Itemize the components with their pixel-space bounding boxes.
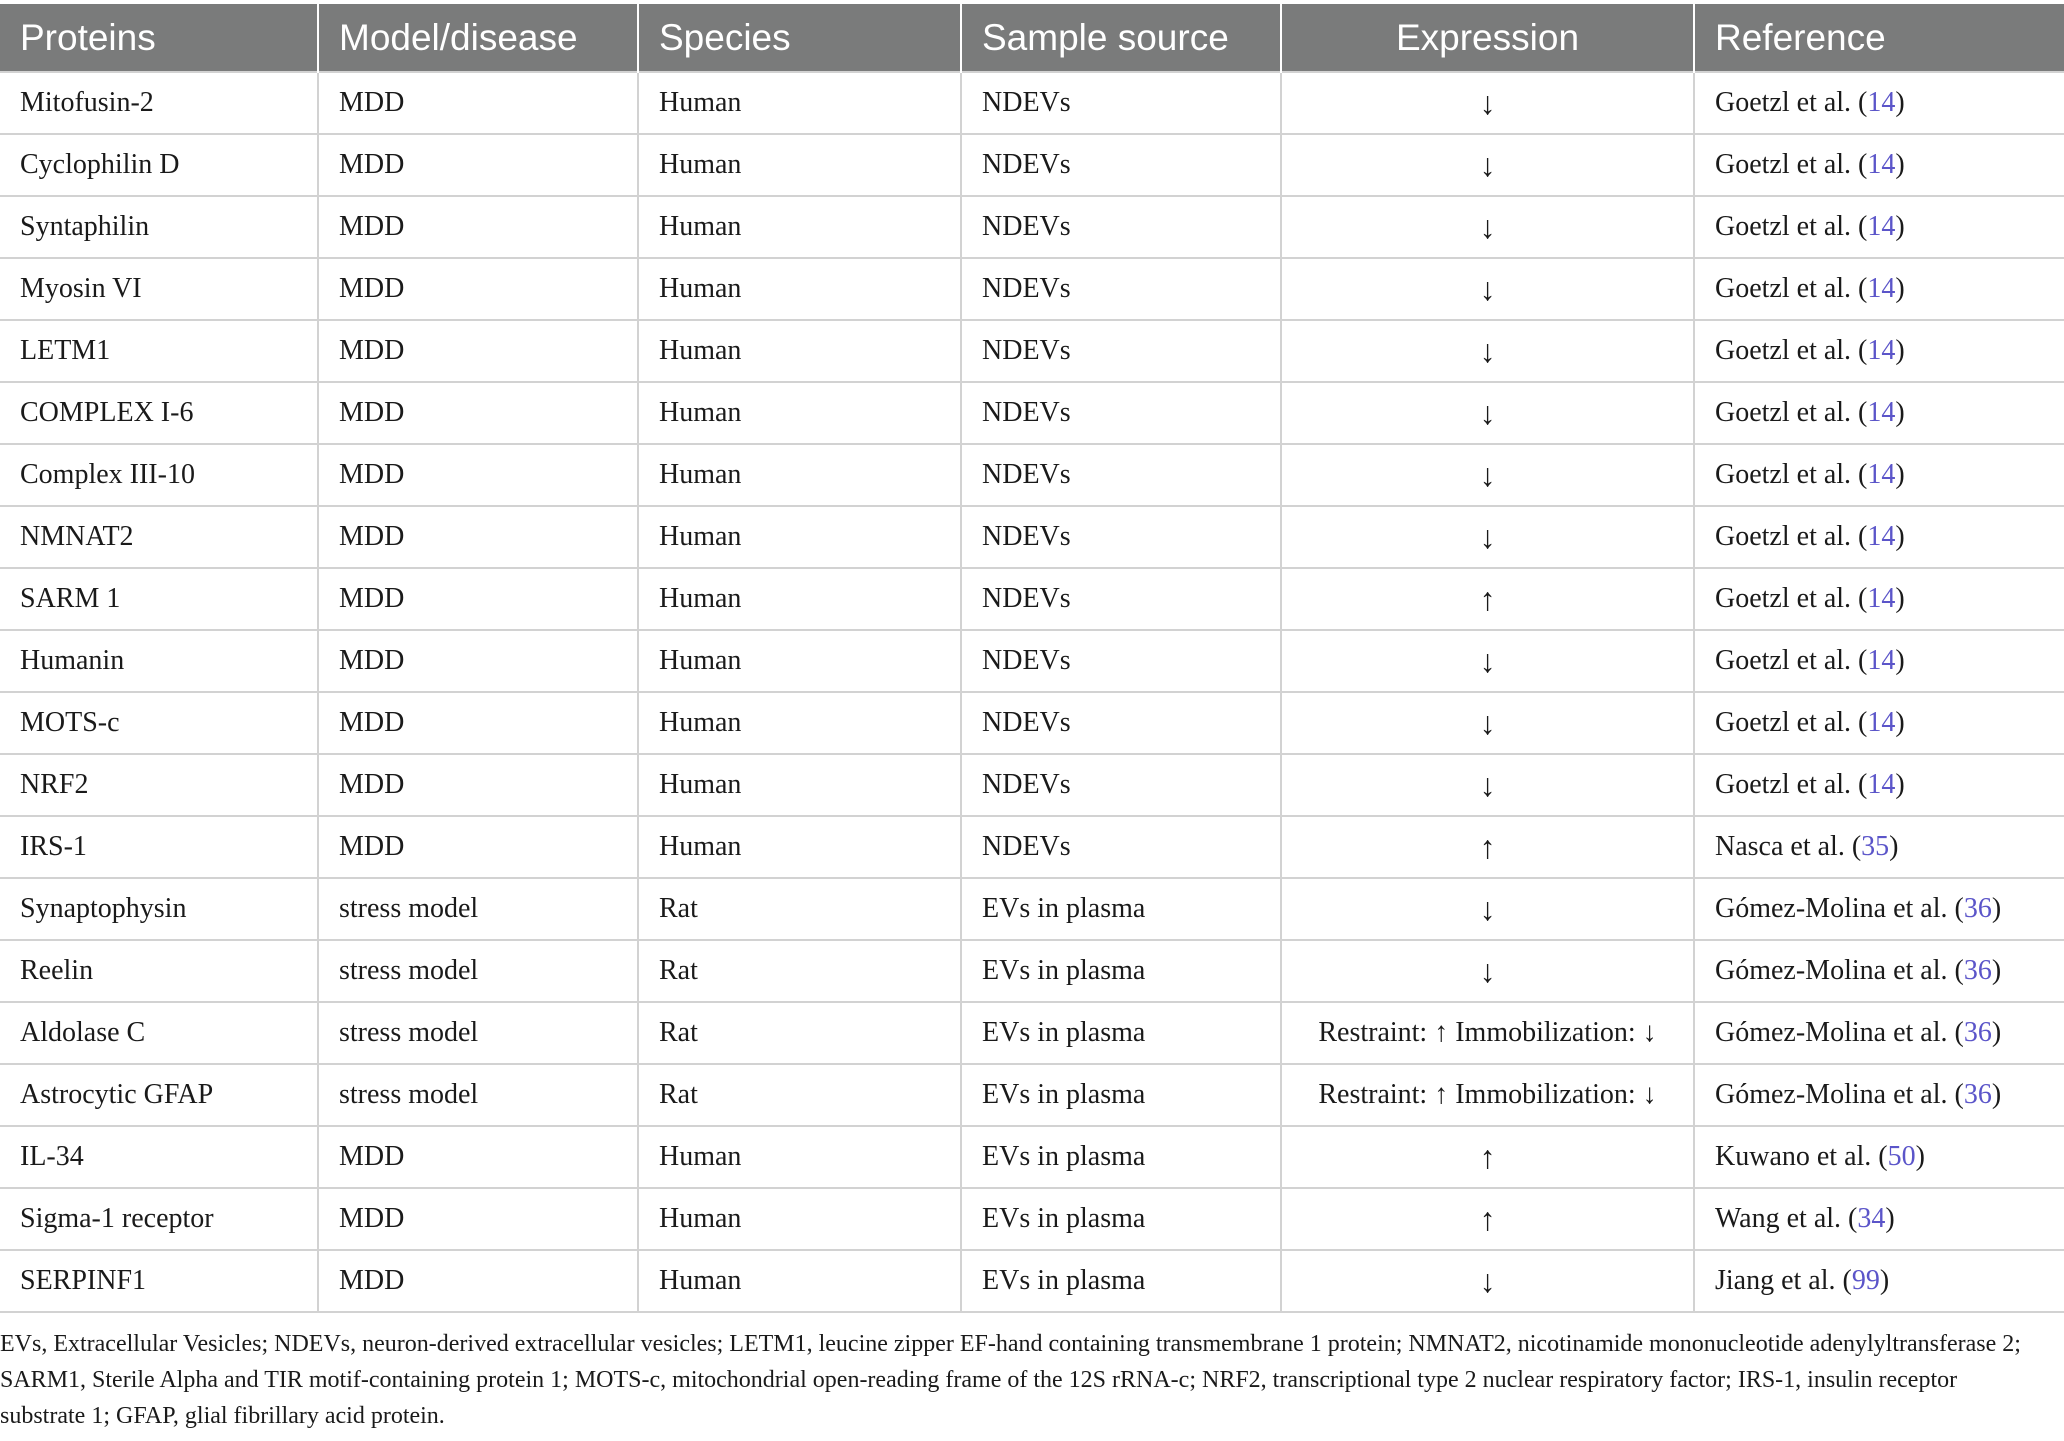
- reference-citation-link[interactable]: 36: [1963, 1017, 1992, 1048]
- reference-author: Goetzl et al. (: [1715, 273, 1868, 304]
- cell-expression: ↑: [1281, 1188, 1694, 1250]
- header-species: Species: [638, 4, 961, 72]
- cell-expression: ↓: [1281, 506, 1694, 568]
- reference-close-paren: ): [1991, 893, 2002, 924]
- cell-reference: [1694, 320, 2064, 382]
- reference-citation-link[interactable]: 14: [1867, 707, 1896, 738]
- cell-expression: ↓: [1281, 72, 1694, 134]
- cell-sample-source: EVs in plasma: [961, 878, 1281, 940]
- reference-author: Goetzl et al. (: [1715, 459, 1868, 490]
- cell-species: Human: [638, 72, 961, 134]
- cell-expression: ↓: [1281, 754, 1694, 816]
- cell-model-disease: MDD: [318, 196, 638, 258]
- cell-sample-source: NDEVs: [961, 382, 1281, 444]
- cell-species: Human: [638, 258, 961, 320]
- cell-reference: [1694, 1002, 2064, 1064]
- table-footnote: EVs, Extracellular Vesicles; NDEVs, neuron-derived extracellular vesicles; LETM1, leucine zipper EF-hand containing transmembrane 1 protein; NMNAT2, nicotinamide mononucleotide adenylyltransferase 2; SARM1, Sterile Alpha and TIR motif-containing protein 1; MOTS-c, mitochondrial open-reading frame of the 12S rRNA-c; NRF2, transcriptional type 2 nuclear respiratory factor; IRS-1, insulin receptor substrate 1; GFAP, glial fibrillary acid protein.: [0, 1331, 2021, 1429]
- cell-sample-source: NDEVs: [961, 816, 1281, 878]
- reference-close-paren: ): [1895, 335, 1905, 366]
- cell-sample-source: NDEVs: [961, 196, 1281, 258]
- table-row: [0, 506, 2064, 568]
- cell-protein: Myosin VI: [0, 258, 318, 320]
- cell-protein: NMNAT2: [0, 506, 318, 568]
- cell-sample-source: EVs in plasma: [961, 1188, 1281, 1250]
- reference-close-paren: ): [1895, 397, 1905, 428]
- cell-reference: [1694, 444, 2064, 506]
- reference-close-paren: ): [1991, 1079, 2002, 1110]
- cell-model-disease: MDD: [318, 72, 638, 134]
- cell-sample-source: EVs in plasma: [961, 1126, 1281, 1188]
- cell-reference: [1694, 1188, 2064, 1250]
- table-row: [0, 878, 2064, 940]
- cell-protein: IL-34: [0, 1126, 318, 1188]
- cell-model-disease: MDD: [318, 506, 638, 568]
- cell-model-disease: MDD: [318, 382, 638, 444]
- cell-model-disease: MDD: [318, 444, 638, 506]
- table-row: [0, 1126, 2064, 1188]
- reference-close-paren: ): [1895, 769, 1905, 800]
- cell-expression: ↑: [1281, 568, 1694, 630]
- cell-expression: ↓: [1281, 692, 1694, 754]
- cell-protein: Astrocytic GFAP: [0, 1064, 318, 1126]
- header-sample-source: Sample source: [961, 4, 1281, 72]
- cell-expression: ↓: [1281, 630, 1694, 692]
- reference-citation-link[interactable]: 50: [1887, 1141, 1916, 1172]
- reference-author: Goetzl et al. (: [1715, 645, 1868, 676]
- cell-reference: [1694, 1126, 2064, 1188]
- cell-model-disease: stress model: [318, 940, 638, 1002]
- cell-reference: [1694, 506, 2064, 568]
- cell-sample-source: EVs in plasma: [961, 940, 1281, 1002]
- reference-close-paren: ): [1895, 149, 1905, 180]
- reference-author: Goetzl et al. (: [1715, 521, 1868, 552]
- table-row: [0, 940, 2064, 1002]
- reference-author: Goetzl et al. (: [1715, 707, 1868, 738]
- cell-protein: Reelin: [0, 940, 318, 1002]
- cell-model-disease: MDD: [318, 630, 638, 692]
- cell-species: Rat: [638, 878, 961, 940]
- cell-species: Human: [638, 816, 961, 878]
- cell-model-disease: stress model: [318, 1064, 638, 1126]
- table-row: [0, 320, 2064, 382]
- cell-expression: ↓: [1281, 258, 1694, 320]
- reference-close-paren: ): [1895, 459, 1905, 490]
- cell-expression: ↓: [1281, 196, 1694, 258]
- cell-protein: Synaptophysin: [0, 878, 318, 940]
- reference-close-paren: ): [1895, 211, 1905, 242]
- reference-author: Jiang et al. (: [1715, 1265, 1852, 1296]
- reference-close-paren: ): [1895, 707, 1905, 738]
- cell-expression: ↓: [1281, 382, 1694, 444]
- cell-reference: [1694, 568, 2064, 630]
- table-row: [0, 816, 2064, 878]
- cell-model-disease: MDD: [318, 1126, 638, 1188]
- reference-close-paren: ): [1915, 1141, 1925, 1172]
- cell-protein: MOTS-c: [0, 692, 318, 754]
- cell-sample-source: NDEVs: [961, 754, 1281, 816]
- cell-protein: Humanin: [0, 630, 318, 692]
- reference-citation-link[interactable]: 35: [1861, 831, 1890, 862]
- table-row: [0, 134, 2064, 196]
- cell-protein: LETM1: [0, 320, 318, 382]
- reference-author: Gómez-Molina et al. (: [1715, 955, 1964, 986]
- reference-close-paren: ): [1885, 1203, 1895, 1234]
- reference-citation-link[interactable]: 14: [1867, 459, 1896, 490]
- cell-reference: [1694, 72, 2064, 134]
- cell-model-disease: stress model: [318, 1002, 638, 1064]
- reference-citation-link[interactable]: 36: [1963, 955, 1992, 986]
- table-row: [0, 72, 2064, 134]
- reference-author: Goetzl et al. (: [1715, 149, 1868, 180]
- reference-author: Goetzl et al. (: [1715, 769, 1868, 800]
- cell-protein: IRS-1: [0, 816, 318, 878]
- cell-expression: ↓: [1281, 444, 1694, 506]
- cell-protein: SERPINF1: [0, 1250, 318, 1312]
- reference-close-paren: ): [1991, 955, 2002, 986]
- cell-species: Rat: [638, 1002, 961, 1064]
- reference-author: Wang et al. (: [1715, 1203, 1858, 1234]
- cell-expression: ↑: [1281, 816, 1694, 878]
- cell-model-disease: MDD: [318, 816, 638, 878]
- header-expression: Expression: [1281, 4, 1694, 72]
- cell-sample-source: NDEVs: [961, 692, 1281, 754]
- cell-species: Human: [638, 196, 961, 258]
- cell-expression: ↓: [1281, 134, 1694, 196]
- cell-sample-source: EVs in plasma: [961, 1250, 1281, 1312]
- table-row: [0, 568, 2064, 630]
- cell-model-disease: MDD: [318, 1188, 638, 1250]
- cell-model-disease: MDD: [318, 1250, 638, 1312]
- reference-author: Kuwano et al. (: [1715, 1141, 1888, 1172]
- reference-citation-link[interactable]: 34: [1857, 1203, 1886, 1234]
- reference-close-paren: ): [1895, 583, 1905, 614]
- cell-reference: [1694, 940, 2064, 1002]
- cell-expression: ↓: [1281, 940, 1694, 1002]
- cell-species: Human: [638, 1188, 961, 1250]
- table-header: [0, 4, 2064, 72]
- reference-close-paren: ): [1895, 87, 1905, 118]
- cell-protein: NRF2: [0, 754, 318, 816]
- cell-model-disease: stress model: [318, 878, 638, 940]
- cell-species: Human: [638, 754, 961, 816]
- cell-protein: SARM 1: [0, 568, 318, 630]
- header-model-disease: Model/disease: [318, 4, 638, 72]
- reference-close-paren: ): [1889, 831, 1899, 862]
- reference-author: Gómez-Molina et al. (: [1715, 1017, 1964, 1048]
- reference-citation-link[interactable]: 14: [1867, 273, 1896, 304]
- cell-expression: ↓: [1281, 320, 1694, 382]
- cell-sample-source: NDEVs: [961, 444, 1281, 506]
- cell-model-disease: MDD: [318, 258, 638, 320]
- cell-species: Human: [638, 1250, 961, 1312]
- cell-species: Human: [638, 444, 961, 506]
- reference-citation-link[interactable]: 14: [1867, 583, 1896, 614]
- cell-species: Human: [638, 382, 961, 444]
- reference-close-paren: ): [1895, 645, 1905, 676]
- table-row: [0, 1064, 2064, 1126]
- reference-citation-link[interactable]: 14: [1867, 397, 1896, 428]
- reference-author: Goetzl et al. (: [1715, 397, 1868, 428]
- reference-citation-link[interactable]: 14: [1867, 87, 1896, 118]
- cell-species: Human: [638, 320, 961, 382]
- header-proteins: Proteins: [0, 4, 318, 72]
- reference-citation-link[interactable]: 14: [1867, 149, 1896, 180]
- header-reference: Reference: [1694, 4, 2064, 72]
- cell-reference: [1694, 258, 2064, 320]
- table-row: [0, 196, 2064, 258]
- cell-reference: [1694, 878, 2064, 940]
- cell-reference: [1694, 196, 2064, 258]
- table-row: [0, 692, 2064, 754]
- reference-close-paren: ): [1879, 1265, 1890, 1296]
- reference-author: Gómez-Molina et al. (: [1715, 893, 1964, 924]
- cell-expression: ↑: [1281, 1126, 1694, 1188]
- cell-expression: Restraint: ↑ Immobilization: ↓: [1281, 1064, 1694, 1126]
- reference-author: Nasca et al. (: [1715, 831, 1862, 862]
- cell-reference: [1694, 1064, 2064, 1126]
- cell-reference: [1694, 692, 2064, 754]
- reference-close-paren: ): [1991, 1017, 2002, 1048]
- table-body: [0, 72, 2064, 1312]
- reference-author: Goetzl et al. (: [1715, 335, 1868, 366]
- reference-citation-link[interactable]: 36: [1963, 1079, 1992, 1110]
- cell-model-disease: MDD: [318, 568, 638, 630]
- cell-reference: [1694, 134, 2064, 196]
- table-row: [0, 382, 2064, 444]
- table-row: [0, 258, 2064, 320]
- table-row: [0, 1002, 2064, 1064]
- reference-author: Goetzl et al. (: [1715, 211, 1868, 242]
- protein-table: [0, 4, 2064, 1313]
- cell-sample-source: NDEVs: [961, 506, 1281, 568]
- table-row: [0, 754, 2064, 816]
- cell-species: Human: [638, 134, 961, 196]
- reference-author: Gómez-Molina et al. (: [1715, 1079, 1964, 1110]
- reference-citation-link[interactable]: 14: [1867, 521, 1896, 552]
- cell-model-disease: MDD: [318, 134, 638, 196]
- cell-protein: Complex III-10: [0, 444, 318, 506]
- cell-sample-source: NDEVs: [961, 258, 1281, 320]
- cell-expression: ↓: [1281, 1250, 1694, 1312]
- table-row: [0, 1250, 2064, 1312]
- cell-protein: Cyclophilin D: [0, 134, 318, 196]
- cell-reference: [1694, 754, 2064, 816]
- cell-model-disease: MDD: [318, 692, 638, 754]
- cell-model-disease: MDD: [318, 320, 638, 382]
- cell-sample-source: NDEVs: [961, 134, 1281, 196]
- cell-reference: [1694, 630, 2064, 692]
- reference-close-paren: ): [1895, 521, 1905, 552]
- header-row: [0, 4, 2064, 72]
- data-table-container: [0, 4, 2064, 1313]
- reference-author: Goetzl et al. (: [1715, 583, 1868, 614]
- cell-reference: [1694, 382, 2064, 444]
- cell-sample-source: EVs in plasma: [961, 1002, 1281, 1064]
- cell-protein: COMPLEX I-6: [0, 382, 318, 444]
- reference-citation-link[interactable]: 99: [1851, 1265, 1880, 1296]
- cell-species: Human: [638, 1126, 961, 1188]
- cell-species: Human: [638, 568, 961, 630]
- reference-citation-link[interactable]: 14: [1867, 211, 1896, 242]
- table-row: [0, 630, 2064, 692]
- table-row: [0, 1188, 2064, 1250]
- cell-reference: [1694, 816, 2064, 878]
- reference-citation-link[interactable]: 14: [1867, 645, 1896, 676]
- cell-model-disease: MDD: [318, 754, 638, 816]
- reference-citation-link[interactable]: 14: [1867, 769, 1896, 800]
- cell-expression: ↓: [1281, 878, 1694, 940]
- cell-species: Human: [638, 630, 961, 692]
- cell-sample-source: NDEVs: [961, 72, 1281, 134]
- cell-protein: Syntaphilin: [0, 196, 318, 258]
- cell-protein: Mitofusin-2: [0, 72, 318, 134]
- reference-citation-link[interactable]: 36: [1963, 893, 1992, 924]
- cell-species: Rat: [638, 1064, 961, 1126]
- cell-protein: Sigma-1 receptor: [0, 1188, 318, 1250]
- cell-species: Rat: [638, 940, 961, 1002]
- cell-species: Human: [638, 692, 961, 754]
- cell-reference: [1694, 1250, 2064, 1312]
- reference-citation-link[interactable]: 14: [1867, 335, 1896, 366]
- cell-expression: Restraint: ↑ Immobilization: ↓: [1281, 1002, 1694, 1064]
- reference-close-paren: ): [1895, 273, 1905, 304]
- cell-sample-source: EVs in plasma: [961, 1064, 1281, 1126]
- cell-species: Human: [638, 506, 961, 568]
- cell-sample-source: NDEVs: [961, 320, 1281, 382]
- cell-protein: Aldolase C: [0, 1002, 318, 1064]
- table-row: [0, 444, 2064, 506]
- cell-sample-source: NDEVs: [961, 630, 1281, 692]
- reference-author: Goetzl et al. (: [1715, 87, 1868, 118]
- cell-sample-source: NDEVs: [961, 568, 1281, 630]
